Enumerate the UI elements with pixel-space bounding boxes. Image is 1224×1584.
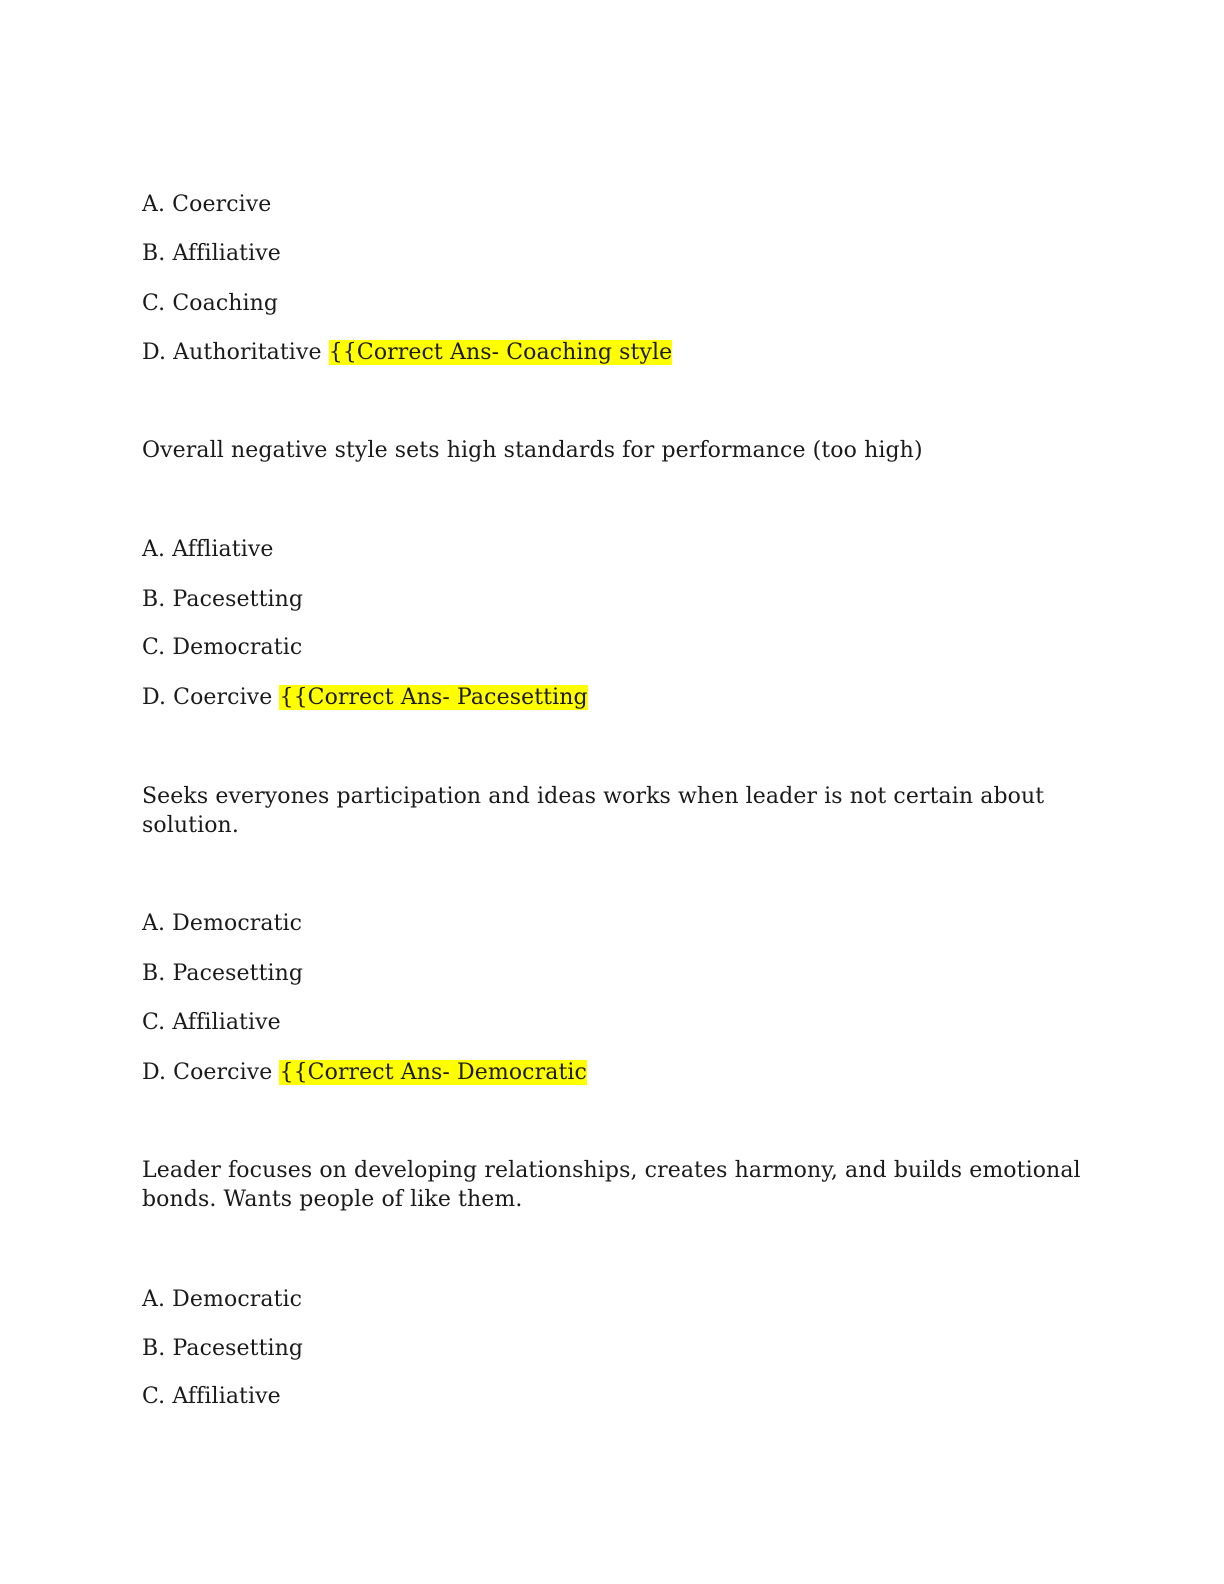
option-c: C. Democratic [142,635,303,660]
option-d [142,683,588,713]
option-a: A. Democratic [142,911,303,936]
correct-answer-highlight: {{Correct Ans- Pacesetting [279,685,588,710]
question-text: Overall negative style sets high standards for performance (too high) [142,438,923,463]
option-b: B. Pacesetting [142,1336,304,1361]
correct-answer-highlight: {{Correct Ans- Democratic [279,1060,587,1085]
option-a: A. Affliative [142,537,274,562]
option-d-text: D. Coercive [142,1060,273,1085]
question-text-line-1: Seeks everyones participation and ideas works when leader is not certain about [142,784,1045,809]
option-d [142,1058,587,1088]
option-d [142,338,672,368]
option-b: B. Affiliative [142,241,281,266]
option-c: C. Affiliative [142,1384,281,1409]
option-b: B. Pacesetting [142,961,304,986]
option-b: B. Pacesetting [142,587,304,612]
option-a: A. Coercive [142,192,272,217]
option-c: C. Coaching [142,291,279,316]
option-c: C. Affiliative [142,1010,281,1035]
option-d-text: D. Authoritative [142,340,322,365]
option-a: A. Democratic [142,1287,303,1312]
question-text-line-2: solution. [142,813,239,838]
correct-answer-highlight: {{Correct Ans- Coaching style [328,340,673,365]
question-text-line-1: Leader focuses on developing relationships, creates harmony, and builds emotional [142,1158,1081,1183]
option-d-text: D. Coercive [142,685,273,710]
question-text-line-2: bonds. Wants people of like them. [142,1187,523,1212]
